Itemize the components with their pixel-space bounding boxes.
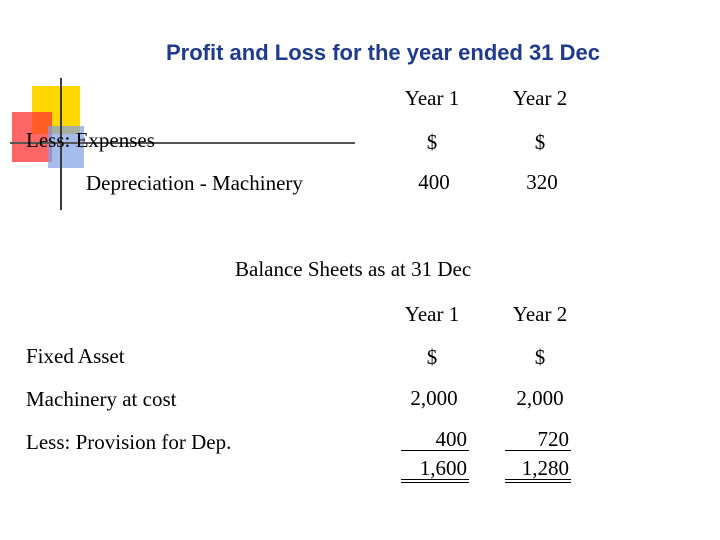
pl-currency-y1: $ <box>426 130 438 154</box>
bs-net-y2: 1,280 <box>505 457 571 483</box>
bs-currency-y1: $ <box>426 345 438 369</box>
pl-depreciation-y1: 400 <box>418 170 450 194</box>
bs-machinery-label: Machinery at cost <box>26 387 177 411</box>
bs-year2-header: Year 2 <box>512 302 568 326</box>
pl-depreciation-y2: 320 <box>526 170 558 194</box>
pl-depreciation-label: Depreciation - Machinery <box>86 171 303 195</box>
bs-year1-header: Year 1 <box>404 302 460 326</box>
bs-provision-label: Less: Provision for Dep. <box>26 430 232 454</box>
bs-fixed-asset-label: Fixed Asset <box>26 344 125 368</box>
pl-year2-header: Year 2 <box>512 86 568 110</box>
bs-provision-y2: 720 <box>505 428 571 451</box>
bs-machinery-y2: 2,000 <box>516 386 564 410</box>
pl-title: Profit and Loss for the year ended 31 Dec <box>165 40 600 65</box>
pl-year1-header: Year 1 <box>404 86 460 110</box>
bs-machinery-y1: 2,000 <box>410 386 458 410</box>
bs-provision-y1: 400 <box>401 428 469 451</box>
pl-currency-y2: $ <box>534 130 546 154</box>
bs-title: Balance Sheets as at 31 Dec <box>235 257 472 281</box>
pl-expenses-label: Less: Expenses <box>26 128 155 152</box>
bs-currency-y2: $ <box>534 345 546 369</box>
bs-net-y1: 1,600 <box>401 457 469 483</box>
